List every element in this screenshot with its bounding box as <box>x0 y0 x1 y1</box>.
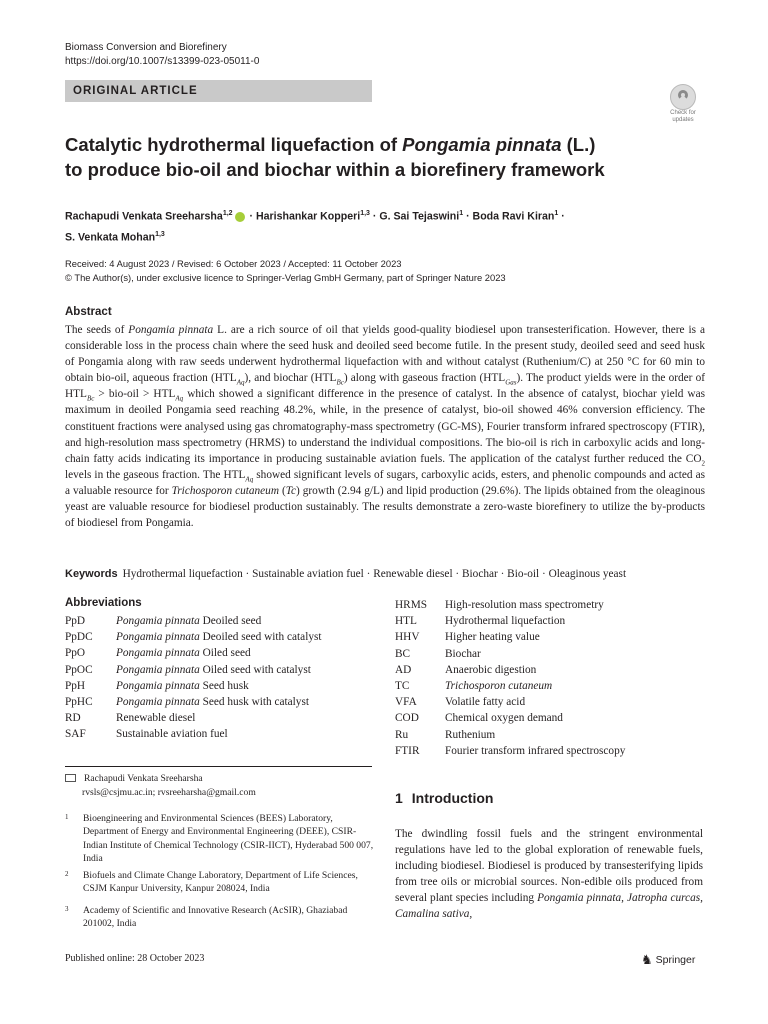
abbreviation-key: PpOC <box>65 663 93 676</box>
abbreviation-definition <box>116 710 322 726</box>
check-for-updates-badge[interactable] <box>664 84 702 124</box>
affiliation-text: Biofuels and Climate Change Laboratory, Department of Life Sciences, CSJM Kanpur University, Kanpur 208024, India <box>83 870 358 895</box>
title-part1: Catalytic hydrothermal liquefaction of <box>65 134 403 155</box>
definition-text: Higher heating value <box>445 631 540 644</box>
corresponding-name: Rachapudi Venkata Sreeharsha <box>84 773 203 784</box>
abbreviation-row <box>65 726 322 742</box>
abstract-sub: Bc <box>86 394 95 403</box>
affiliation-number: 2 <box>65 870 69 878</box>
definition-text: Seed husk with catalyst <box>199 696 309 709</box>
definition-text: Ruthenium <box>445 728 496 741</box>
corresponding-email[interactable]: rvsls@csjmu.ac.in; rvsreeharsha@gmail.com <box>82 787 256 798</box>
received-dates: Received: 4 August 2023 / Revised: 6 October 2023 / Accepted: 11 October 2023 <box>65 258 402 269</box>
abbreviation-definition <box>116 678 322 694</box>
introduction-text <box>395 826 703 923</box>
abbreviation-key: VFA <box>395 696 417 709</box>
abbreviations-table-left <box>65 613 322 743</box>
abbreviation-key: HRMS <box>395 599 428 611</box>
abstract-seg: levels in the gaseous fraction. The HTL <box>65 468 246 481</box>
abbreviation-row <box>395 646 625 662</box>
author-name[interactable]: G. Sai Tejaswini <box>379 210 460 223</box>
definition-italic: Pongamia pinnata <box>116 631 200 644</box>
author-affiliation: 1 <box>459 210 464 217</box>
abstract-seg: The seeds of <box>65 324 129 336</box>
introduction-heading <box>395 790 493 806</box>
abbreviation-row <box>65 710 322 726</box>
abbreviation-row <box>65 678 322 694</box>
abstract-sub: Aq <box>245 475 254 484</box>
title-species: Pongamia pinnata <box>402 134 562 155</box>
copyright-notice: © The Author(s), under exclusive licence to Springer-Verlag GmbH Germany, part of Springer Nature 2023 <box>65 272 506 283</box>
definition-text: Sustainable aviation fuel <box>116 728 228 741</box>
corresponding-author <box>65 772 375 800</box>
abstract-seg: ) growth (2.94 g/L) and lipid production (29.6%). The lipids obtained from the oleaginous yeast are valuable resource for biodiesel production sustainably. The results demonstrate a zero-waste biorefinery to utilize the by-products of biodiesel from Pongamia. <box>65 484 706 530</box>
abbreviation-definition <box>116 613 322 629</box>
abbreviation-key: HHV <box>395 631 420 644</box>
definition-text: Oiled seed <box>199 647 251 660</box>
intro-body: The dwindling fossil fuels and the stringent environmental regulations have led to the global exploration of renewable fuels, including biodiesel. Biodiesel is produced by transesterifying lipids from tree oils or microbial sources. Non-edible oils produced from several plant species including <box>395 828 703 905</box>
definition-italic: Pongamia pinnata <box>116 663 200 676</box>
journal-header <box>65 41 259 69</box>
definition-text: Fourier transform infrared spectroscopy <box>445 744 626 757</box>
definition-text: Hydrothermal liquefaction <box>445 615 566 628</box>
abbreviation-row <box>65 645 322 661</box>
abbreviation-row <box>395 694 625 710</box>
abbreviation-row <box>395 678 625 694</box>
abbreviation-definition <box>445 694 625 710</box>
abbreviation-definition <box>445 678 625 694</box>
keywords-label: Keywords <box>65 568 118 580</box>
abbreviation-key: AD <box>395 663 412 676</box>
abbreviation-row <box>395 597 625 613</box>
abstract-sub: Aq <box>236 378 245 387</box>
definition-text: Volatile fatty acid <box>445 696 526 709</box>
check-updates-label-1: Check for <box>670 110 696 116</box>
abbreviation-definition <box>116 645 322 661</box>
abstract-seg: which showed a significant difference in the presence of catalyst. In the absence of catalyst, biochar yield was maximum in deoiled Pongamia seed reaching 48.2%, while, in the presence of catalyst, bio-oil showed 46% conversion efficiency. The constituent fractions were analysed using gas chromatography-mass spectrometry (GC-MS), Fourier transform infrared spectroscopy (FTIR), and high-resolution mass spectrometry (HRMS) to understand the individual compositions. The bio-oil is rich in carboxylic acids and long-chain fatty acids indicating its importance in producing sustainable aviation fuels. The application of the catalyst further reduced the CO <box>65 388 705 465</box>
abbreviation-key: SAF <box>65 728 86 741</box>
abstract-seg: showed significant levels of sugars, carboxylic acids, esters, and phenolic compounds and acted as a valuable resource for <box>65 468 705 497</box>
abbreviation-definition <box>445 727 625 743</box>
springer-horse-icon: ♞ <box>641 952 653 967</box>
journal-name: Biomass Conversion and Biorefinery <box>65 42 227 53</box>
definition-italic: Pongamia pinnata <box>116 696 200 709</box>
abbreviation-definition <box>445 743 625 759</box>
definition-italic: Trichosporon cutaneum <box>445 680 553 693</box>
abbreviations-table-right <box>395 597 625 759</box>
definition-text: Deoiled seed <box>199 615 262 627</box>
abbreviation-key: PpDC <box>65 631 93 644</box>
orcid-icon[interactable] <box>235 212 245 222</box>
abstract-heading: Abstract <box>65 306 112 318</box>
abbreviation-key: PpHC <box>65 696 93 709</box>
definition-italic: Pongamia pinnata <box>116 647 200 660</box>
abbreviation-definition <box>116 662 322 678</box>
check-updates-label-2: updates <box>672 117 694 123</box>
abstract-sub: Gas <box>505 378 517 387</box>
affiliation <box>65 869 375 896</box>
published-online: Published online: 28 October 2023 <box>65 953 205 964</box>
publisher-logo <box>641 952 695 968</box>
author-name[interactable]: S. Venkata Mohan <box>65 231 156 244</box>
abbreviation-key: PpD <box>65 615 86 627</box>
footnote-divider <box>65 766 372 767</box>
doi-link[interactable]: https://doi.org/10.1007/s13399-023-05011-0 <box>65 56 260 67</box>
abstract-seg: > bio-oil > HTL <box>94 388 176 401</box>
abbreviation-row <box>65 613 322 629</box>
check-updates-icon <box>670 84 696 110</box>
author-name[interactable]: Rachapudi Venkata Sreeharsha <box>65 210 223 223</box>
definition-text: Seed husk <box>199 679 249 692</box>
affiliation <box>65 812 375 866</box>
article-type-banner: ORIGINAL ARTICLE <box>65 80 372 102</box>
author-affiliation: 1,3 <box>155 230 165 238</box>
definition-text: Deoiled seed with catalyst <box>199 631 322 644</box>
article-title <box>65 132 705 182</box>
abbreviation-definition <box>116 726 322 742</box>
abstract-italic: Tc <box>285 484 297 497</box>
affiliation-text: Academy of Scientific and Innovative Research (AcSIR), Ghaziabad 201002, India <box>83 905 348 930</box>
definition-text: Oiled seed with catalyst <box>199 663 311 676</box>
title-line2: to produce bio-oil and biochar within a biorefinery framework <box>65 159 605 180</box>
envelope-icon <box>65 774 76 782</box>
abbreviation-definition <box>445 662 625 678</box>
abbreviations-heading: Abbreviations <box>65 597 142 609</box>
abbreviation-definition <box>116 694 322 710</box>
abbreviation-row <box>395 710 625 726</box>
title-part2: (L.) <box>561 134 596 155</box>
abstract-italic: Trichosporon cutaneum <box>171 484 279 497</box>
abbreviation-key: PpH <box>65 679 86 692</box>
abstract-seg: ). The product yields were in the order of HTL <box>65 372 705 401</box>
keywords-list: Hydrothermal liquefaction · Sustainable aviation fuel · Renewable diesel · Biochar · Bio-oil · Oleaginous yeast <box>122 568 627 580</box>
abbreviation-row <box>395 727 625 743</box>
abbreviation-row <box>395 662 625 678</box>
author-name[interactable]: Boda Ravi Kiran <box>472 210 555 223</box>
abstract-sub: Aq <box>175 394 184 403</box>
abbreviation-key: COD <box>395 712 419 725</box>
author-affiliation: 1,2 <box>222 210 233 217</box>
affiliation <box>65 904 375 931</box>
abbreviation-key: TC <box>395 680 410 693</box>
abstract-sub: Bc <box>336 378 344 387</box>
definition-italic: Pongamia pinnata <box>116 679 200 692</box>
abbreviation-row <box>395 629 625 645</box>
intro-italic: Pongamia pinnata, Jatropha curcas, Camalina sativa, <box>395 892 703 921</box>
definition-text: High-resolution mass spectrometry <box>445 599 604 611</box>
section-title: Introduction <box>411 790 494 806</box>
abbreviation-definition <box>445 629 625 645</box>
publication-dates <box>65 257 705 285</box>
abbreviation-row <box>65 629 322 645</box>
abstract-seg: ) along with gaseous fraction (HTL <box>343 372 506 385</box>
author-name[interactable]: Harishankar Kopperi <box>255 210 361 223</box>
affiliation-number: 3 <box>65 905 69 913</box>
abbreviation-key: PpO <box>65 647 86 660</box>
abbreviation-row <box>395 743 625 759</box>
abbreviation-key: HTL <box>395 615 417 628</box>
abbreviation-definition <box>116 629 322 645</box>
abbreviation-row <box>65 694 322 710</box>
abbreviation-definition <box>445 646 625 662</box>
definition-text: Biochar <box>445 647 481 660</box>
abbreviation-definition <box>445 710 625 726</box>
abbreviation-key: Ru <box>395 728 409 741</box>
author-list: Rachapudi Venkata Sreeharsha$^{1,2}$ · Harishankar Kopperi$^{1,3}$ · G. Sai Tejaswini$^1$ · Boda Ravi Kiran$^1$ · S. Venkata Mohan$^{1,3}$ <box>65 210 565 244</box>
abstract-sub: 2 <box>701 459 705 467</box>
definition-text: Chemical oxygen demand <box>445 712 563 725</box>
abbreviation-definition <box>445 597 625 613</box>
publisher-name: Springer <box>655 954 696 966</box>
abstract-seg: ( <box>279 484 286 497</box>
author-affiliation: 1,3 <box>360 210 370 217</box>
abbreviation-definition <box>445 613 625 629</box>
abbreviation-row <box>395 613 625 629</box>
abstract-text <box>65 322 705 531</box>
abbreviation-key: RD <box>65 712 81 725</box>
author-affiliation: 1 <box>554 210 559 217</box>
abbreviation-row <box>65 662 322 678</box>
abstract-italic: Pongamia pinnata <box>128 324 214 336</box>
definition-italic: Pongamia pinnata <box>116 615 200 627</box>
section-number: 1 <box>395 790 403 806</box>
definition-text: Renewable diesel <box>116 712 196 725</box>
affiliation-number: 1 <box>65 813 69 821</box>
affiliation-text: Bioengineering and Environmental Sciences (BEES) Laboratory, Department of Energy and Environmental Engineering (DEEE), CSIR-Indian Institute of Chemical Technology (CSIR-IICT), Hyderabad 500 007, India <box>83 813 374 865</box>
abbreviation-key: BC <box>395 647 411 660</box>
abstract-seg: ), and biochar (HTL <box>244 372 337 385</box>
abbreviation-key: FTIR <box>395 744 420 757</box>
abstract-seg: L. are a rich source of oil that yields good-quality biodiesel upon transesterification. However, there is a considerable loss in the process chain where the seed husk and deoiled seed become futile. In the present study, deoiled seed and seed husk of Pongamia along with raw seeds underwent hydrothermal liquefaction with and without catalyst (Ruthenium/C) at 250 °C for 60 min to obtain bio-oil, aqueous fraction (HTL <box>65 324 705 385</box>
definition-text: Anaerobic digestion <box>445 663 537 676</box>
keywords <box>65 566 745 582</box>
